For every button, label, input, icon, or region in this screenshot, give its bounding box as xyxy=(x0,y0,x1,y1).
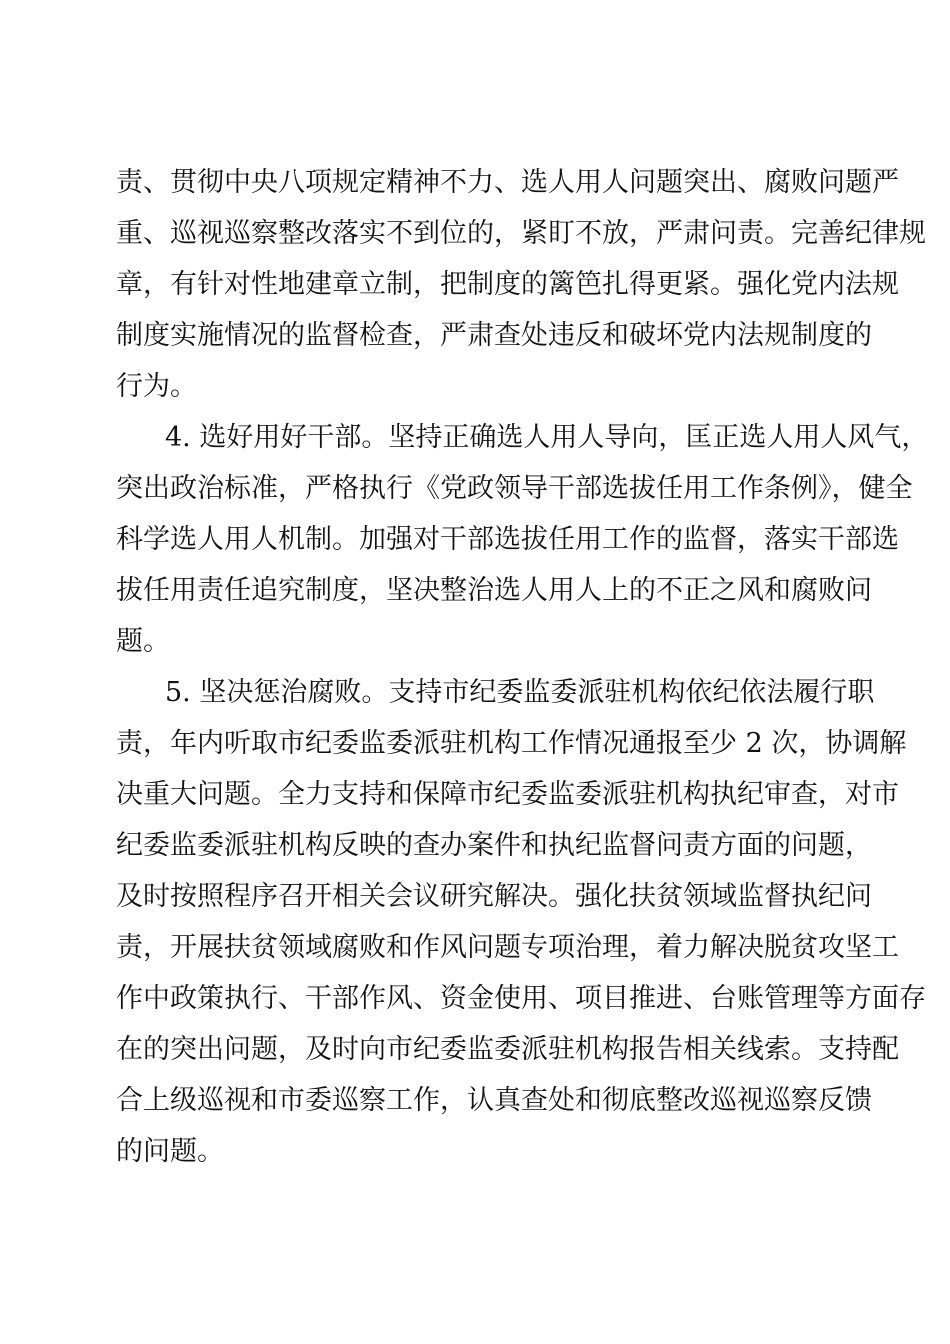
paragraph-1-line-4: 制度实施情况的监督检查，严肃查处违反和破坏党内法规制度的 xyxy=(116,320,872,351)
paragraph-2-line-4: 拔任用责任追究制度，坚决整治选人用人上的不正之风和腐败问 xyxy=(116,575,872,606)
paragraph-1-line-1: 责、贯彻中央八项规定精神不力、选人用人问题突出、腐败问题严 xyxy=(116,167,899,198)
paragraph-1-line-3: 章，有针对性地建章立制，把制度的篱笆扎得更紧。强化党内法规 xyxy=(116,269,899,300)
paragraph-3-line-9: 合上级巡视和市委巡察工作，认真查处和彻底整改巡视巡察反馈 xyxy=(116,1085,872,1116)
paragraph-1-line-5: 行为。 xyxy=(116,371,197,402)
paragraph-3-line-3: 决重大问题。全力支持和保障市纪委监委派驻机构执纪审查，对市 xyxy=(116,779,899,810)
paragraph-3-line-5: 及时按照程序召开相关会议研究解决。强化扶贫领域监督执纪问 xyxy=(116,881,872,912)
paragraph-3-line-1: 5. 坚决惩治腐败。支持市纪委监委派驻机构依纪依法履行职 xyxy=(165,677,875,708)
paragraph-3-line-10: 的问题。 xyxy=(116,1136,224,1167)
paragraph-3-line-8: 在的突出问题，及时向市纪委监委派驻机构报告相关线索。支持配 xyxy=(116,1034,899,1065)
paragraph-1-line-2: 重、巡视巡察整改落实不到位的，紧盯不放，严肃问责。完善纪律规 xyxy=(116,218,926,249)
paragraph-3-line-6: 责，开展扶贫领域腐败和作风问题专项治理，着力解决脱贫攻坚工 xyxy=(116,932,899,963)
paragraph-2-line-3: 科学选人用人机制。加强对干部选拔任用工作的监督，落实干部选 xyxy=(116,524,899,555)
paragraph-2-line-1: 4. 选好用好干部。坚持正确选人用人导向，匡正选人用人风气， xyxy=(165,422,929,453)
paragraph-2-line-5: 题。 xyxy=(116,626,170,657)
paragraph-3-line-4: 纪委监委派驻机构反映的查办案件和执纪监督问责方面的问题， xyxy=(116,830,872,861)
paragraph-3-line-7: 作中政策执行、干部作风、资金使用、项目推进、台账管理等方面存 xyxy=(116,983,926,1014)
paragraph-2-line-2: 突出政治标准，严格执行《党政领导干部选拔任用工作条例》，健全 xyxy=(116,473,913,504)
paragraph-3-line-2: 责，年内听取市纪委监委派驻机构工作情况通报至少 2 次，协调解 xyxy=(116,728,907,759)
